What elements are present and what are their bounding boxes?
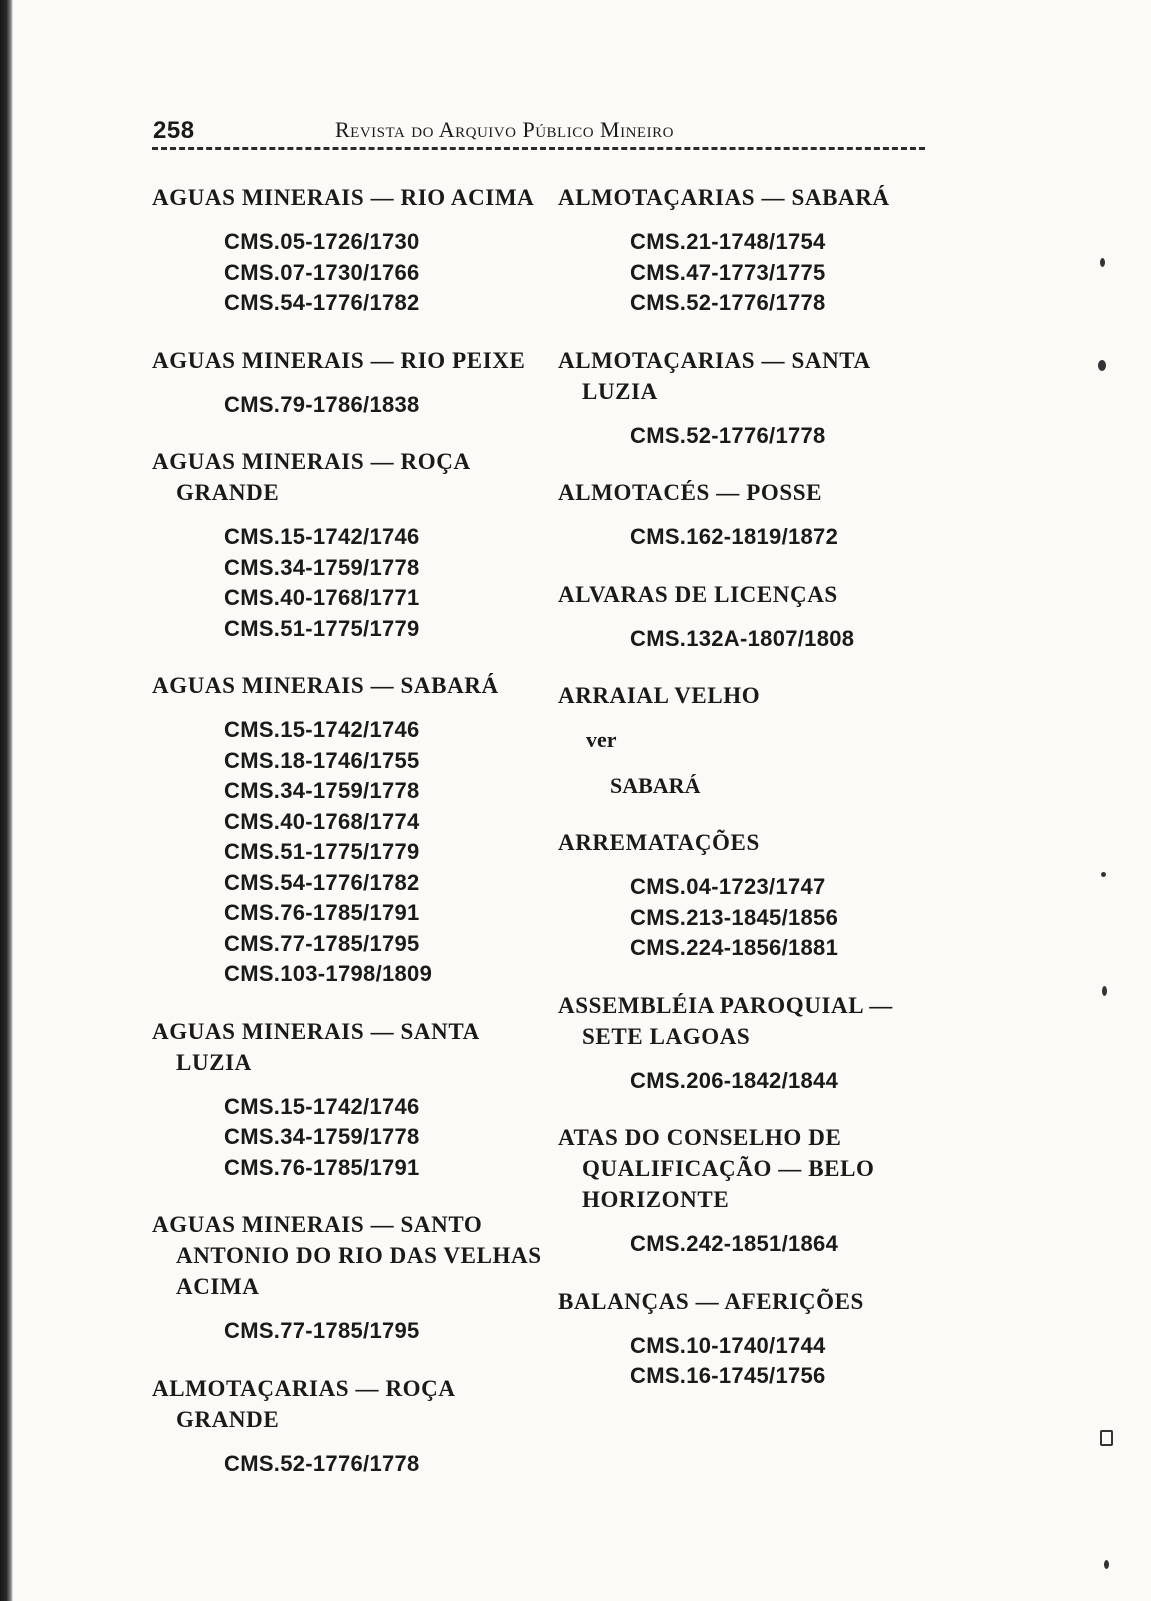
reference-code: CMS.15-1742/1746 [224,524,420,549]
reference-code: CMS.206-1842/1844 [630,1067,839,1093]
index-entry [558,827,948,964]
reference-code: CMS.34-1759/1778 [224,778,420,803]
reference-code: CMS.05-1726/1730 [224,229,420,254]
scan-speck [1100,258,1105,267]
running-head: Revista do Arquivo Público Mineiro [335,117,674,142]
entry-heading: AGUAS MINERAIS — SANTO ANTONIO DO RIO DAS VELHAS ACIMA [152,1212,542,1299]
page-number: 258 [153,117,195,144]
reference-code: CMS.34-1759/1778 [224,554,420,580]
index-entry [152,1016,542,1184]
entry-heading: ALMOTAÇARIAS — SABARÁ [558,185,890,210]
reference-list [558,872,948,964]
reference-list [558,227,948,319]
reference-code: CMS.76-1785/1791 [224,1154,420,1180]
reference-code: CMS.224-1856/1881 [630,935,839,960]
left-column [152,182,542,1505]
index-entry [558,477,948,553]
index-entry [152,182,542,319]
reference-list [152,1092,542,1184]
reference-list [152,1316,542,1347]
reference-code: CMS.21-1748/1754 [630,229,826,254]
scan-speck [1104,1560,1109,1569]
reference-code: CMS.10-1740/1744 [630,1332,826,1358]
entry-heading: ALMOTAÇARIAS — ROÇA GRANDE [152,1375,455,1432]
reference-code: CMS.52-1776/1778 [630,422,826,448]
scan-speck [1098,360,1106,371]
index-entry [152,1373,542,1480]
header-rule [152,147,925,150]
reference-list [558,1331,948,1392]
reference-code: CMS.40-1768/1774 [224,808,420,834]
reference-list [152,522,542,644]
reference-list [558,522,948,553]
reference-code: CMS.18-1746/1755 [224,747,420,773]
reference-code: CMS.242-1851/1864 [630,1231,839,1256]
entry-heading: AGUAS MINERAIS — RIO PEIXE [152,347,526,373]
reference-list [558,1066,948,1097]
reference-code: CMS.07-1730/1766 [224,259,420,285]
entry-heading: ALVARAS DE LICENÇAS [558,581,838,607]
reference-code: CMS.79-1786/1838 [224,391,420,417]
reference-code: CMS.52-1776/1778 [630,290,826,315]
reference-list [152,715,542,990]
scan-speck [1100,1430,1113,1446]
book-binding-edge [0,0,13,1601]
reference-code: CMS.04-1723/1747 [630,874,826,899]
reference-code: CMS.51-1775/1779 [224,615,420,641]
entry-heading: ARRAIAL VELHO [558,683,761,708]
reference-code: CMS.77-1785/1795 [224,1318,420,1343]
see-also-target: SABARÁ [610,773,701,798]
entry-heading: BALANÇAS — AFERIÇÕES [558,1288,864,1314]
see-also-label: ver [586,727,617,752]
reference-code: CMS.15-1742/1746 [224,717,420,742]
reference-code: CMS.47-1773/1775 [630,259,826,285]
scan-speck [1102,986,1107,996]
reference-code: CMS.15-1742/1746 [224,1093,420,1119]
reference-code: CMS.54-1776/1782 [224,290,420,315]
index-entry [558,990,948,1097]
cross-reference-entry [558,680,948,801]
reference-code: CMS.76-1785/1791 [224,900,420,925]
reference-list [152,390,542,421]
reference-code: CMS.213-1845/1856 [630,904,839,930]
index-entry [152,345,542,421]
reference-list [152,227,542,319]
reference-code: CMS.77-1785/1795 [224,930,420,956]
entry-heading: ATAS DO CONSELHO DE QUALIFICAÇÃO — BELO HORIZONTE [558,1125,875,1212]
entry-heading: ALMOTACÉS — POSSE [558,480,823,505]
reference-code: CMS.54-1776/1782 [224,869,420,895]
reference-list [558,1229,948,1260]
entry-heading: ARREMATAÇÕES [558,830,760,855]
reference-list [558,421,948,452]
entry-heading: AGUAS MINERAIS — SABARÁ [152,673,499,698]
reference-list [558,624,948,655]
index-entry [558,1286,948,1392]
index-entry [558,1122,948,1260]
reference-code: CMS.51-1775/1779 [224,839,420,864]
right-column [558,182,948,1418]
reference-code: CMS.40-1768/1771 [224,585,420,610]
index-entry [558,182,948,319]
reference-code: CMS.52-1776/1778 [224,1450,420,1476]
entry-heading: AGUAS MINERAIS — ROÇA GRANDE [152,449,470,505]
entry-heading: AGUAS MINERAIS — RIO ACIMA [152,185,535,210]
index-entry [558,345,948,452]
index-entry [152,670,542,990]
reference-code: CMS.16-1745/1756 [630,1363,826,1388]
reference-list [152,1449,542,1480]
index-entry [152,446,542,644]
reference-code: CMS.34-1759/1778 [224,1124,420,1149]
index-entry [558,579,948,655]
reference-code: CMS.132A-1807/1808 [630,625,855,651]
entry-heading: ALMOTAÇARIAS — SANTA LUZIA [558,347,870,404]
reference-code: CMS.162-1819/1872 [630,524,839,549]
entry-heading: AGUAS MINERAIS — SANTA LUZIA [152,1018,479,1075]
reference-code: CMS.103-1798/1809 [224,961,433,986]
index-entry [152,1209,542,1347]
scan-speck [1101,872,1106,877]
entry-heading: ASSEMBLÉIA PAROQUIAL — SETE LAGOAS [558,992,893,1049]
